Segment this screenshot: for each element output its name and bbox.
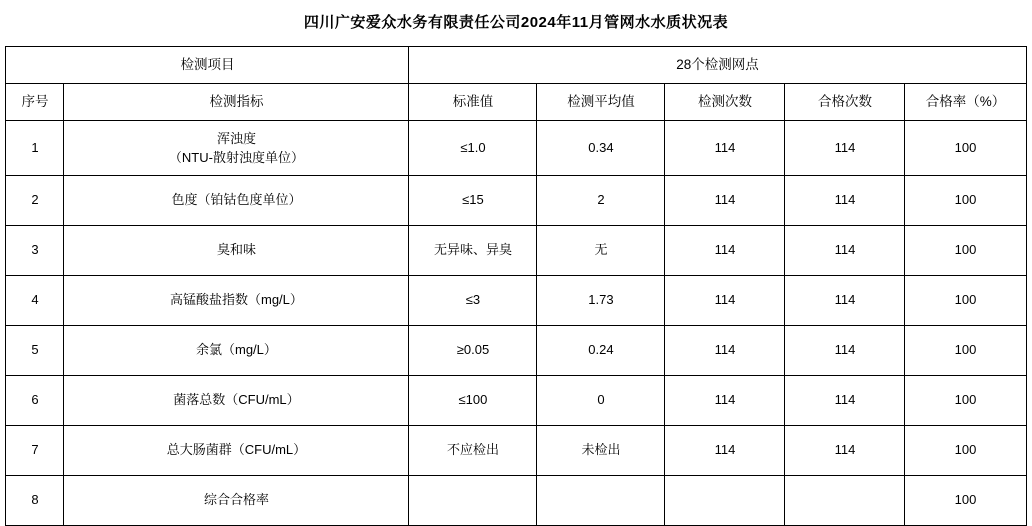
column-header-passed: 合格次数 <box>785 84 905 121</box>
cell-indicator: 高锰酸盐指数（mg/L） <box>64 276 409 326</box>
cell-indicator: 菌落总数（CFU/mL） <box>64 376 409 426</box>
cell-pass-rate: 100 <box>905 276 1026 326</box>
cell-passed: 114 <box>785 176 905 226</box>
cell-standard: ≤1.0 <box>409 121 537 176</box>
cell-average: 2 <box>537 176 665 226</box>
group-header-left: 检测项目 <box>6 47 409 84</box>
cell-indicator: 余氯（mg/L） <box>64 326 409 376</box>
cell-passed: 114 <box>785 276 905 326</box>
cell-index: 3 <box>6 226 64 276</box>
cell-average: 无 <box>537 226 665 276</box>
table-row <box>6 226 1026 276</box>
table-column-header-row <box>6 84 1026 121</box>
cell-passed: 114 <box>785 226 905 276</box>
cell-tests <box>665 476 785 526</box>
group-header-right: 28个检测网点 <box>409 47 1026 84</box>
cell-index: 6 <box>6 376 64 426</box>
cell-index: 8 <box>6 476 64 526</box>
cell-pass-rate: 100 <box>905 226 1026 276</box>
cell-standard: ≤100 <box>409 376 537 426</box>
cell-index: 4 <box>6 276 64 326</box>
table-row <box>6 476 1026 526</box>
cell-index: 5 <box>6 326 64 376</box>
cell-average: 未检出 <box>537 426 665 476</box>
cell-average: 0.24 <box>537 326 665 376</box>
cell-indicator: 色度（铂钴色度单位） <box>64 176 409 226</box>
cell-tests: 114 <box>665 376 785 426</box>
cell-tests: 114 <box>665 176 785 226</box>
table-group-header-row <box>6 47 1026 84</box>
column-header-pass-rate: 合格率（%） <box>905 84 1026 121</box>
cell-average <box>537 476 665 526</box>
cell-tests: 114 <box>665 226 785 276</box>
cell-index: 2 <box>6 176 64 226</box>
cell-tests: 114 <box>665 276 785 326</box>
cell-passed: 114 <box>785 376 905 426</box>
column-header-tests: 检测次数 <box>665 84 785 121</box>
table-row <box>6 376 1026 426</box>
cell-average: 0 <box>537 376 665 426</box>
cell-passed: 114 <box>785 121 905 176</box>
cell-standard: 无异味、异臭 <box>409 226 537 276</box>
water-quality-table <box>5 0 1026 526</box>
cell-indicator: 总大肠菌群（CFU/mL） <box>64 426 409 476</box>
cell-standard: ≥0.05 <box>409 326 537 376</box>
table-row <box>6 176 1026 226</box>
cell-standard: 不应检出 <box>409 426 537 476</box>
column-header-index: 序号 <box>6 84 64 121</box>
table-row <box>6 276 1026 326</box>
cell-average: 0.34 <box>537 121 665 176</box>
cell-index: 7 <box>6 426 64 476</box>
cell-indicator <box>64 121 409 176</box>
cell-indicator: 综合合格率 <box>64 476 409 526</box>
column-header-indicator: 检测指标 <box>64 84 409 121</box>
table-row <box>6 326 1026 376</box>
cell-passed: 114 <box>785 426 905 476</box>
page-title: 四川广安爱众水务有限责任公司2024年11月管网水水质状况表 <box>303 14 729 32</box>
cell-indicator: 臭和味 <box>64 226 409 276</box>
table-row <box>6 121 1026 176</box>
cell-tests: 114 <box>665 326 785 376</box>
cell-average: 1.73 <box>537 276 665 326</box>
cell-pass-rate: 100 <box>905 426 1026 476</box>
cell-standard <box>409 476 537 526</box>
cell-tests: 114 <box>665 426 785 476</box>
cell-pass-rate: 100 <box>905 176 1026 226</box>
cell-pass-rate: 100 <box>905 476 1026 526</box>
cell-index: 1 <box>6 121 64 176</box>
cell-passed <box>785 476 905 526</box>
table-title-row <box>6 0 1026 47</box>
cell-passed: 114 <box>785 326 905 376</box>
cell-indicator-line2: （NTU-散射浊度单位） <box>168 150 304 165</box>
cell-indicator-line1: 浑浊度 <box>216 130 256 146</box>
cell-standard: ≤15 <box>409 176 537 226</box>
cell-standard: ≤3 <box>409 276 537 326</box>
cell-tests: 114 <box>665 121 785 176</box>
cell-pass-rate: 100 <box>905 326 1026 376</box>
cell-pass-rate: 100 <box>905 121 1026 176</box>
column-header-average: 检测平均值 <box>537 84 665 121</box>
table-row <box>6 426 1026 476</box>
column-header-standard: 标准值 <box>409 84 537 121</box>
cell-pass-rate: 100 <box>905 376 1026 426</box>
